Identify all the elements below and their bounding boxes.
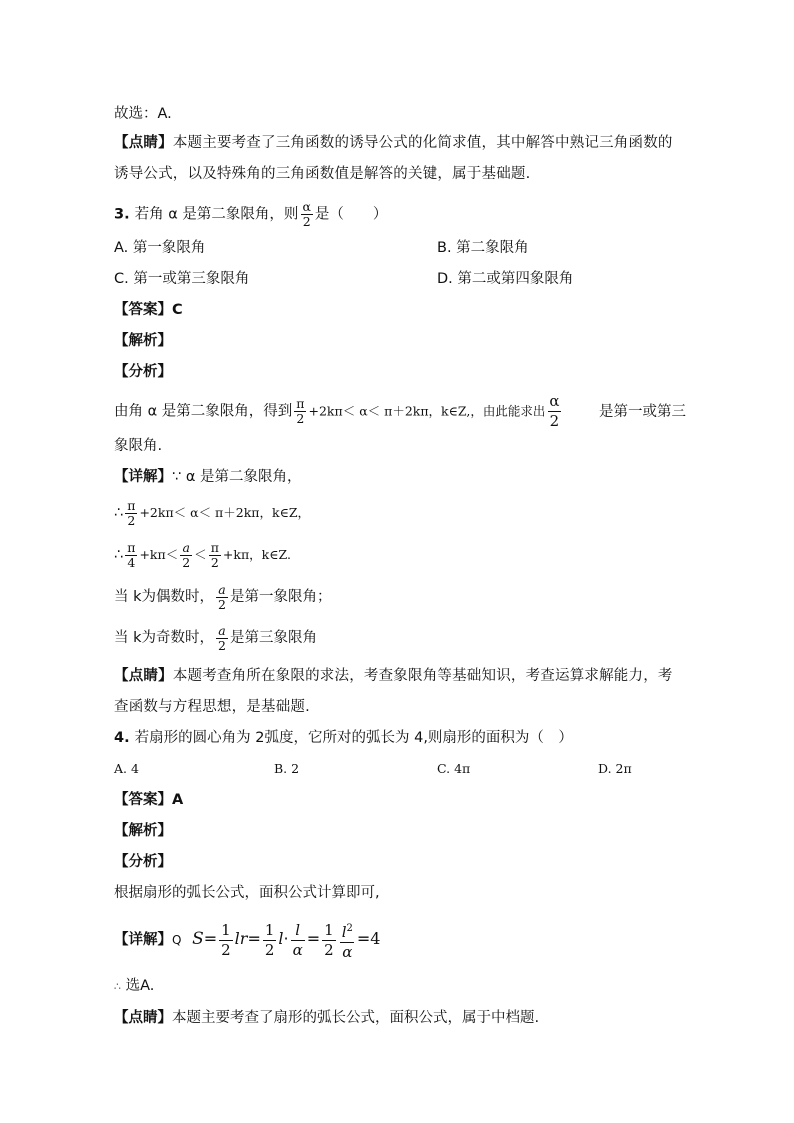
q3-detail-4-a: 当 k为偶数时，: [114, 589, 215, 605]
formula-equals: =: [203, 929, 218, 948]
formula-equals: =: [247, 929, 261, 948]
q3-detail-5: [114, 621, 684, 655]
frac-den: 2: [210, 554, 219, 570]
frac-den: 2: [264, 940, 275, 959]
q3-detail-4: [114, 580, 684, 614]
frac-num: α: [549, 392, 560, 410]
q3-detail-1-text: ∵ α 是第二象限角，: [172, 469, 302, 485]
frac-den: 2: [296, 411, 305, 426]
q3-number: 3.: [114, 206, 135, 223]
q3-detail-3-b: +kπ＜: [139, 547, 179, 562]
l-squared-over-alpha-fraction: [340, 919, 355, 962]
frac-num: π: [296, 396, 305, 411]
q3-fraction: [300, 200, 312, 229]
formula-equals: =: [356, 929, 371, 948]
frac-den: α: [292, 940, 303, 959]
frac-num: 1: [221, 920, 231, 939]
q3-analysis-tag: 【解析】: [114, 333, 172, 349]
alpha-over-2-fraction: [547, 392, 561, 431]
q4-fenxi-tag: 【分析】: [114, 854, 172, 870]
q3-detail-3: [114, 538, 684, 572]
q4-conclusion: [114, 976, 684, 997]
q3-detail-5-b: 是第三象限角: [229, 630, 317, 646]
frac-den: 4: [127, 554, 136, 570]
frac-num: 1: [264, 920, 275, 939]
q3-fenxi-c-part2: 象限角.: [114, 438, 163, 454]
q3-detail-2-text: +2kπ＜ α＜ π＋2kπ，k∈Z，: [139, 505, 311, 520]
comment-tag: 【点睛】: [114, 135, 173, 151]
frac-num: π: [127, 497, 136, 513]
q3-comment: [114, 661, 682, 723]
q3-detail-5-a: 当 k为奇数时，: [114, 630, 215, 646]
q3-fenxi-c-part1: 是第一或第三: [599, 404, 686, 420]
q4-detail-tag: 【详解】: [114, 932, 172, 948]
q3-stem-b: 是（ ）: [314, 206, 388, 223]
therefore-symbol: ∴: [114, 980, 121, 993]
q3-option-d: D. 第二或第四象限角: [437, 271, 574, 287]
q4-stem: [114, 728, 684, 748]
q3-stem-a: 若角 α 是第二象限角，则: [134, 206, 299, 223]
frac-num: π: [210, 539, 219, 555]
comment-text: 本题考查角所在象限的求法，考查象限角等基础知识，考查运算求解能力，考查函数与方程思想，是基础题.: [114, 668, 673, 715]
q3-detail-2: [114, 496, 684, 530]
q4-analysis-tag: 【解析】: [114, 823, 172, 839]
q3-fenxi-b: +2kπ＜ α＜ π＋2kπ，k∈Z,，由此能求出: [308, 403, 546, 419]
half-fraction: [219, 921, 233, 960]
q4-option-a: A. 4: [114, 761, 139, 776]
frac-den: 2: [549, 412, 560, 430]
frac-num: a: [218, 622, 226, 638]
q3-frac-num: α: [302, 199, 311, 214]
comment-text: 本题主要考查了扇形的弧长公式，面积公式，属于中档题.: [172, 1010, 540, 1026]
therefore-symbol: ∴: [114, 547, 124, 563]
q3-frac-den: 2: [302, 214, 311, 229]
q3-option-b: B. 第二象限角: [437, 240, 529, 256]
frac-num: a: [182, 539, 190, 555]
l-term: l: [341, 922, 347, 941]
intro-comment: [114, 128, 682, 190]
q3-detail-1: [114, 467, 684, 487]
frac-num: π: [127, 539, 136, 555]
q4-answer-tag: 【答案】: [114, 792, 172, 808]
q4-conclusion-text: 选A.: [125, 978, 155, 994]
q4-answer-value: A: [172, 792, 184, 808]
q3-option-a: A. 第一象限角: [114, 240, 206, 256]
q3-detail-3-c: ＜: [194, 547, 207, 562]
half-fraction: [322, 921, 336, 960]
exponent: 2: [346, 922, 353, 934]
frac-den: 2: [218, 637, 226, 653]
q4-fenxi: 根据扇形的弧长公式，面积公式计算即可,: [114, 885, 380, 901]
formula-equals: =: [306, 929, 321, 948]
frac-num: 1: [324, 920, 334, 939]
pi-over-2-fraction: [125, 499, 137, 528]
therefore-symbol: ∴: [114, 505, 124, 521]
formula-s: S: [192, 929, 204, 949]
q4-detail-formula: [114, 914, 684, 964]
frac-num: a: [218, 581, 226, 597]
frac-den: 2: [218, 596, 226, 612]
frac-num: [340, 919, 355, 942]
q3-option-c: C. 第一或第三象限角: [114, 271, 250, 287]
formula-l: l: [278, 929, 284, 948]
q3-answer-value: C: [172, 302, 183, 318]
q4-option-c: C. 4π: [437, 761, 471, 776]
q4-number: 4.: [114, 730, 135, 746]
q3-answer: [114, 300, 684, 320]
q4-option-b: B. 2: [274, 761, 300, 776]
q4-answer: [114, 790, 684, 810]
q3-fenxi-a: 由角 α 是第二象限角，得到: [114, 403, 293, 420]
q3-fenxi-tag: 【分析】: [114, 364, 172, 380]
comment-text: 本题主要考查了三角函数的诱导公式的化简求值，其中解答中熟记三角函数的诱导公式，以及特殊角的三角函数值是解答的关键，属于基础题.: [114, 135, 673, 182]
q4-option-d: D. 2π: [598, 761, 632, 776]
q3-detail-3-d: +kπ，k∈Z.: [222, 547, 291, 562]
comment-tag: 【点睛】: [114, 668, 173, 684]
a-over-2-fraction: [216, 624, 228, 653]
comment-tag: 【点睛】: [114, 1010, 172, 1026]
a-over-2-fraction: [216, 583, 228, 612]
half-fraction: [263, 921, 277, 960]
pi-over-2-fraction: [209, 541, 221, 570]
pi-over-2-fraction: [294, 397, 306, 426]
answer-line: 故选：A.: [114, 106, 172, 122]
frac-den: α: [342, 942, 353, 961]
l-over-alpha-fraction: [291, 921, 305, 960]
because-symbol: Q: [172, 933, 182, 947]
frac-den: 2: [182, 554, 191, 570]
q3-detail-tag: 【详解】: [114, 469, 172, 485]
frac-den: 2: [324, 940, 334, 959]
frac-num: l: [295, 920, 301, 939]
a-over-2-fraction: [180, 541, 192, 570]
q4-comment: [114, 1008, 684, 1028]
pi-over-4-fraction: [125, 541, 137, 570]
frac-den: 2: [221, 940, 231, 959]
formula-dot: ·: [283, 929, 289, 948]
q4-stem-text: 若扇形的圆心角为 2弧度，它所对的弧长为 4,则扇形的面积为（ ）: [134, 730, 573, 746]
q3-answer-tag: 【答案】: [114, 302, 172, 318]
frac-den: 2: [127, 512, 136, 528]
formula-lr: lr: [234, 929, 248, 948]
q3-stem: [114, 200, 684, 228]
q3-detail-4-b: 是第一象限角；: [229, 589, 332, 605]
formula-result: 4: [370, 929, 381, 948]
